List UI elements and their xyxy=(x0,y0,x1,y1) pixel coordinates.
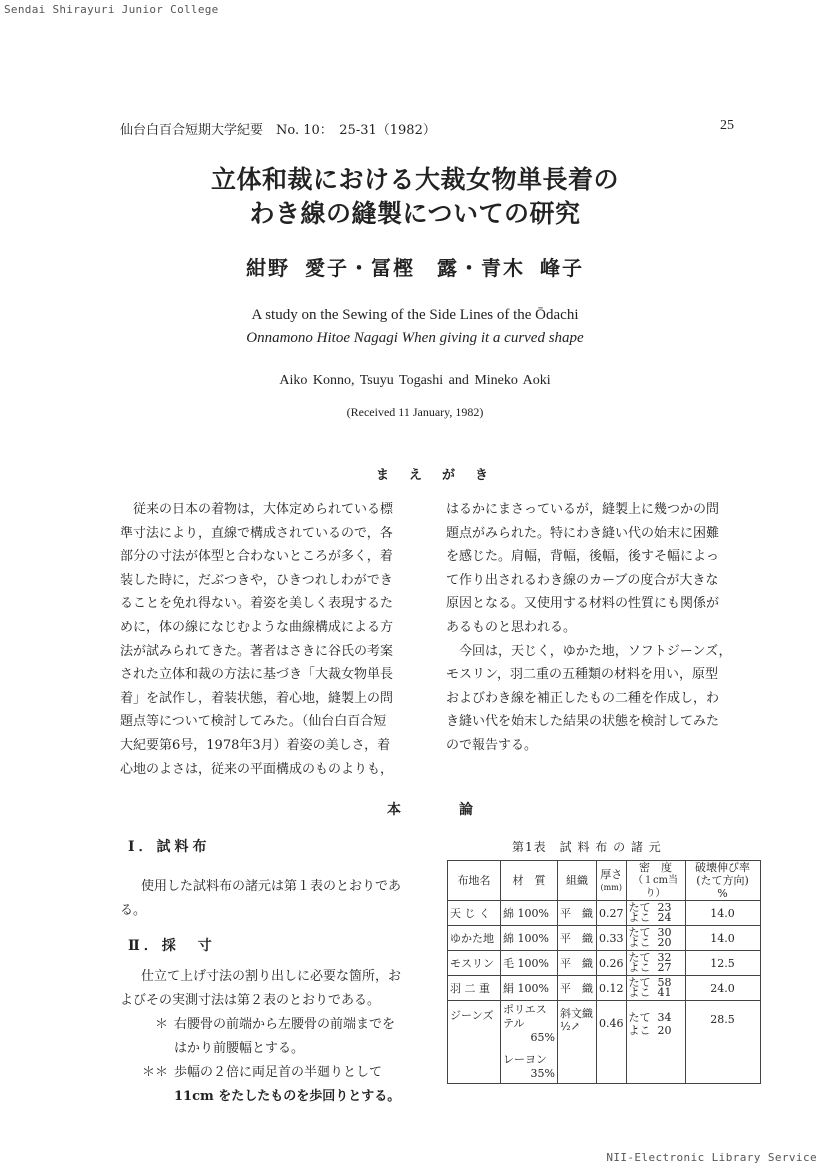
page-number: 25 xyxy=(720,118,734,133)
library-service-footer: NII-Electronic Library Service xyxy=(606,1151,817,1164)
table1-wrapper xyxy=(447,860,761,1084)
density-label: 密 度 xyxy=(639,861,672,874)
table1-caption: 第1表 試 料 布 の 諸 元 xyxy=(512,840,662,854)
elong-label: 破壊伸び率 xyxy=(695,861,750,874)
text-line: ることを免れ得ない。着姿を美しく表現するた xyxy=(120,596,394,612)
table-header-row xyxy=(448,861,761,901)
preface-left-column xyxy=(120,498,416,781)
text-line: あるものと思われる。 xyxy=(446,619,577,635)
material-gap xyxy=(503,1045,555,1053)
col-header-thickness xyxy=(597,861,627,901)
cell-density xyxy=(626,951,685,976)
text-line: 部分の寸法が体型と合わないところが多く，着 xyxy=(120,549,393,565)
asterisk-mark: ＊ xyxy=(154,1017,168,1032)
text-line: よびその実測寸法は第２表のとおりである。 xyxy=(120,993,381,1008)
warp-label: たて xyxy=(628,951,651,964)
weft-label: よこ xyxy=(628,961,651,974)
cell-elongation: 12.5 xyxy=(685,951,760,976)
density-warp xyxy=(629,1011,683,1024)
text-line: 装した時に，だぶつきや，ひきつれしわができ xyxy=(120,572,393,588)
table-row-jeans xyxy=(448,1001,761,1084)
main-heading-ron: 論 xyxy=(459,802,473,818)
text-line: き縫い代を始末した結果の状態を検討してみた xyxy=(446,714,720,730)
cell-thickness: 0.12 xyxy=(597,976,627,1001)
text-line: はるかにまさっているが，縫製上に幾つかの問 xyxy=(446,502,720,517)
cell-material: 綿 100% xyxy=(501,926,558,951)
thickness-label: 厚さ xyxy=(600,867,623,881)
section2-heading: Ⅱ．採 寸 xyxy=(128,938,216,954)
text-line: 歩幅の２倍に両足首の半廻りとして xyxy=(174,1065,383,1080)
text-line: て作り出されるわき線のカーブの度合が大きな xyxy=(446,572,719,588)
col-header-elongation xyxy=(685,861,760,901)
weft-value: 24 xyxy=(657,911,672,924)
density-weft xyxy=(629,963,683,973)
cell-weave: 平 織 xyxy=(558,976,597,1001)
col-header-material: 材 質 xyxy=(501,861,558,901)
text-line: 右腰骨の前端から左腰骨の前端までを xyxy=(174,1017,396,1032)
footnote-2 xyxy=(142,1061,424,1109)
cell-elongation: 28.5 xyxy=(685,1001,760,1084)
weave-line: 斜文織 xyxy=(560,1007,593,1020)
text-line: 心地のよさは，従来の平面構成のものよりも， xyxy=(120,761,394,777)
cell-density xyxy=(626,976,685,1001)
warp-label: たて xyxy=(628,901,651,914)
institution-watermark: Sendai Shirayuri Junior College xyxy=(4,3,219,16)
cell-elongation: 24.0 xyxy=(685,976,760,1001)
main-heading-hon: 本 xyxy=(387,802,401,818)
elong-unit: % xyxy=(717,887,728,900)
weave-line: ½↗ xyxy=(560,1020,580,1033)
section1-heading: Ⅰ．試料布 xyxy=(128,839,211,855)
text-line: 大紀要第6号，1978年3月）着姿の美しさ，着 xyxy=(120,737,391,753)
section2-text xyxy=(120,965,420,1013)
cell-density xyxy=(626,901,685,926)
footnote-1 xyxy=(154,1013,424,1061)
warp-label: たて xyxy=(628,976,651,989)
text-line: 題点がみられた。特にわき縫い代の始末に困難 xyxy=(446,525,720,541)
cell-name: ゆかた地 xyxy=(448,926,501,951)
text-line: 題点等について検討してみた。（仙台白百合短 xyxy=(120,714,387,730)
cell-name: ジーンズ xyxy=(448,1001,501,1084)
paper-title-line2: わき線の縫製についての研究 xyxy=(249,199,581,228)
density-weft xyxy=(629,913,683,923)
warp-value: 23 xyxy=(657,901,672,914)
weft-label: よこ xyxy=(628,936,651,949)
weft-value: 20 xyxy=(657,1024,672,1037)
density-unit: （１cm当り） xyxy=(632,875,679,899)
authors-english: Aiko Konno, Tsuyu Togashi and Mineko Aoki xyxy=(279,373,551,388)
text-line: 仕立て上げ寸法の割り出しに必要な箇所，お xyxy=(141,969,402,984)
col-header-weave: 組織 xyxy=(558,861,597,901)
cell-name: 天 じ く xyxy=(448,901,501,926)
fabric-spec-table xyxy=(447,860,761,1084)
density-weft xyxy=(629,1024,683,1037)
preface-left-lines xyxy=(120,498,416,781)
warp-label: たて xyxy=(628,926,651,939)
weft-value: 20 xyxy=(657,936,672,949)
preface-heading: まえがき xyxy=(376,468,509,483)
weft-value: 27 xyxy=(657,961,672,974)
text-line: 準寸法により，直線で構成されているので，各 xyxy=(120,525,393,541)
cell-density xyxy=(626,926,685,951)
authors-japanese: 紺野 愛子・冨樫 露・青木 峰子 xyxy=(246,256,584,280)
cell-material xyxy=(501,1001,558,1084)
text-line: る。 xyxy=(120,903,147,918)
elong-direction: (たて方向) xyxy=(696,874,749,887)
english-title-line1: A study on the Sewing of the Side Lines of the Ōdachi xyxy=(251,307,579,323)
warp-value: 58 xyxy=(657,976,672,989)
cell-material: 綿 100% xyxy=(501,901,558,926)
cell-weave: 平 織 xyxy=(558,901,597,926)
cell-name: モスリン xyxy=(448,951,501,976)
material-line: 65% xyxy=(530,1031,555,1044)
cell-thickness: 0.33 xyxy=(597,926,627,951)
col-header-name: 布地名 xyxy=(448,861,501,901)
cell-weave: 平 織 xyxy=(558,951,597,976)
text-line: 使用した試料布の諸元は第１表のとおりであ xyxy=(141,879,402,894)
text-line: 原因となる。又使用する材料の性質にも関係が xyxy=(446,596,720,612)
warp-label: たて xyxy=(628,1011,651,1024)
thickness-unit: (mm) xyxy=(600,882,622,892)
cell-thickness: 0.46 xyxy=(597,1001,627,1084)
warp-value: 32 xyxy=(657,951,672,964)
journal-citation: 仙台白百合短期大学紀要 No. 10： 25-31（1982） xyxy=(120,123,436,138)
double-asterisk-mark: ＊＊ xyxy=(142,1065,169,1080)
text-line: ので報告する。 xyxy=(446,737,538,753)
section1-text xyxy=(120,875,420,923)
cell-weave xyxy=(558,1001,597,1084)
table-row xyxy=(448,976,761,1001)
col-header-density xyxy=(626,861,685,901)
paper-title-line1: 立体和裁における大裁女物単長着の xyxy=(210,165,619,194)
cell-elongation: 14.0 xyxy=(685,901,760,926)
cell-density xyxy=(626,1001,685,1084)
text-line: 従来の日本の着物は，大体定められている標 xyxy=(133,502,394,517)
text-line: 法が試みられてきた。著者はさきに谷氏の考案 xyxy=(120,643,394,659)
table-row xyxy=(448,926,761,951)
text-line: 11cm をたしたものを歩回りとする。 xyxy=(174,1089,401,1104)
table-row xyxy=(448,951,761,976)
cell-elongation: 14.0 xyxy=(685,926,760,951)
weft-label: よこ xyxy=(628,1024,651,1037)
density-weft xyxy=(629,938,683,948)
text-line: された立体和裁の方法に基づき「大裁女物単長 xyxy=(120,667,394,683)
preface-right-column xyxy=(446,498,752,758)
text-line: はかり前腰幅とする。 xyxy=(174,1041,305,1056)
material-line: テル xyxy=(503,1017,525,1030)
cell-weave: 平 織 xyxy=(558,926,597,951)
warp-value: 30 xyxy=(657,926,672,939)
text-line: を感じた。肩幅，背幅，後幅，後すそ幅によっ xyxy=(446,549,720,565)
english-title-line2: Onnamono Hitoe Nagagi When giving it a curved shape xyxy=(246,330,584,346)
text-line: めに，体の線になじむような曲線構成による方 xyxy=(120,619,394,635)
text-line: およびわき線を補正したもの二種を作成し，わ xyxy=(446,690,720,706)
cell-material: 絹 100% xyxy=(501,976,558,1001)
material-line: レーヨン xyxy=(503,1053,547,1066)
preface-right-lines xyxy=(446,498,752,758)
text-line: 今回は，天じく，ゆかた地，ソフトジーンズ， xyxy=(459,643,732,659)
cell-thickness: 0.27 xyxy=(597,901,627,926)
density-weft xyxy=(629,988,683,998)
table-row xyxy=(448,901,761,926)
weft-label: よこ xyxy=(628,986,651,999)
weft-value: 41 xyxy=(657,986,672,999)
weft-label: よこ xyxy=(628,911,651,924)
text-line: モスリン，羽二重の五種類の材料を用い，原型 xyxy=(446,667,718,683)
text-line: 着」を試作し，着装状態，着心地，縫製上の問 xyxy=(120,690,394,706)
material-line: 35% xyxy=(530,1067,555,1080)
material-line: ポリエス xyxy=(503,1003,547,1016)
cell-thickness: 0.26 xyxy=(597,951,627,976)
cell-name: 羽 二 重 xyxy=(448,976,501,1001)
warp-value: 34 xyxy=(657,1011,672,1024)
cell-material: 毛 100% xyxy=(501,951,558,976)
received-date: (Received 11 January, 1982) xyxy=(346,405,484,419)
